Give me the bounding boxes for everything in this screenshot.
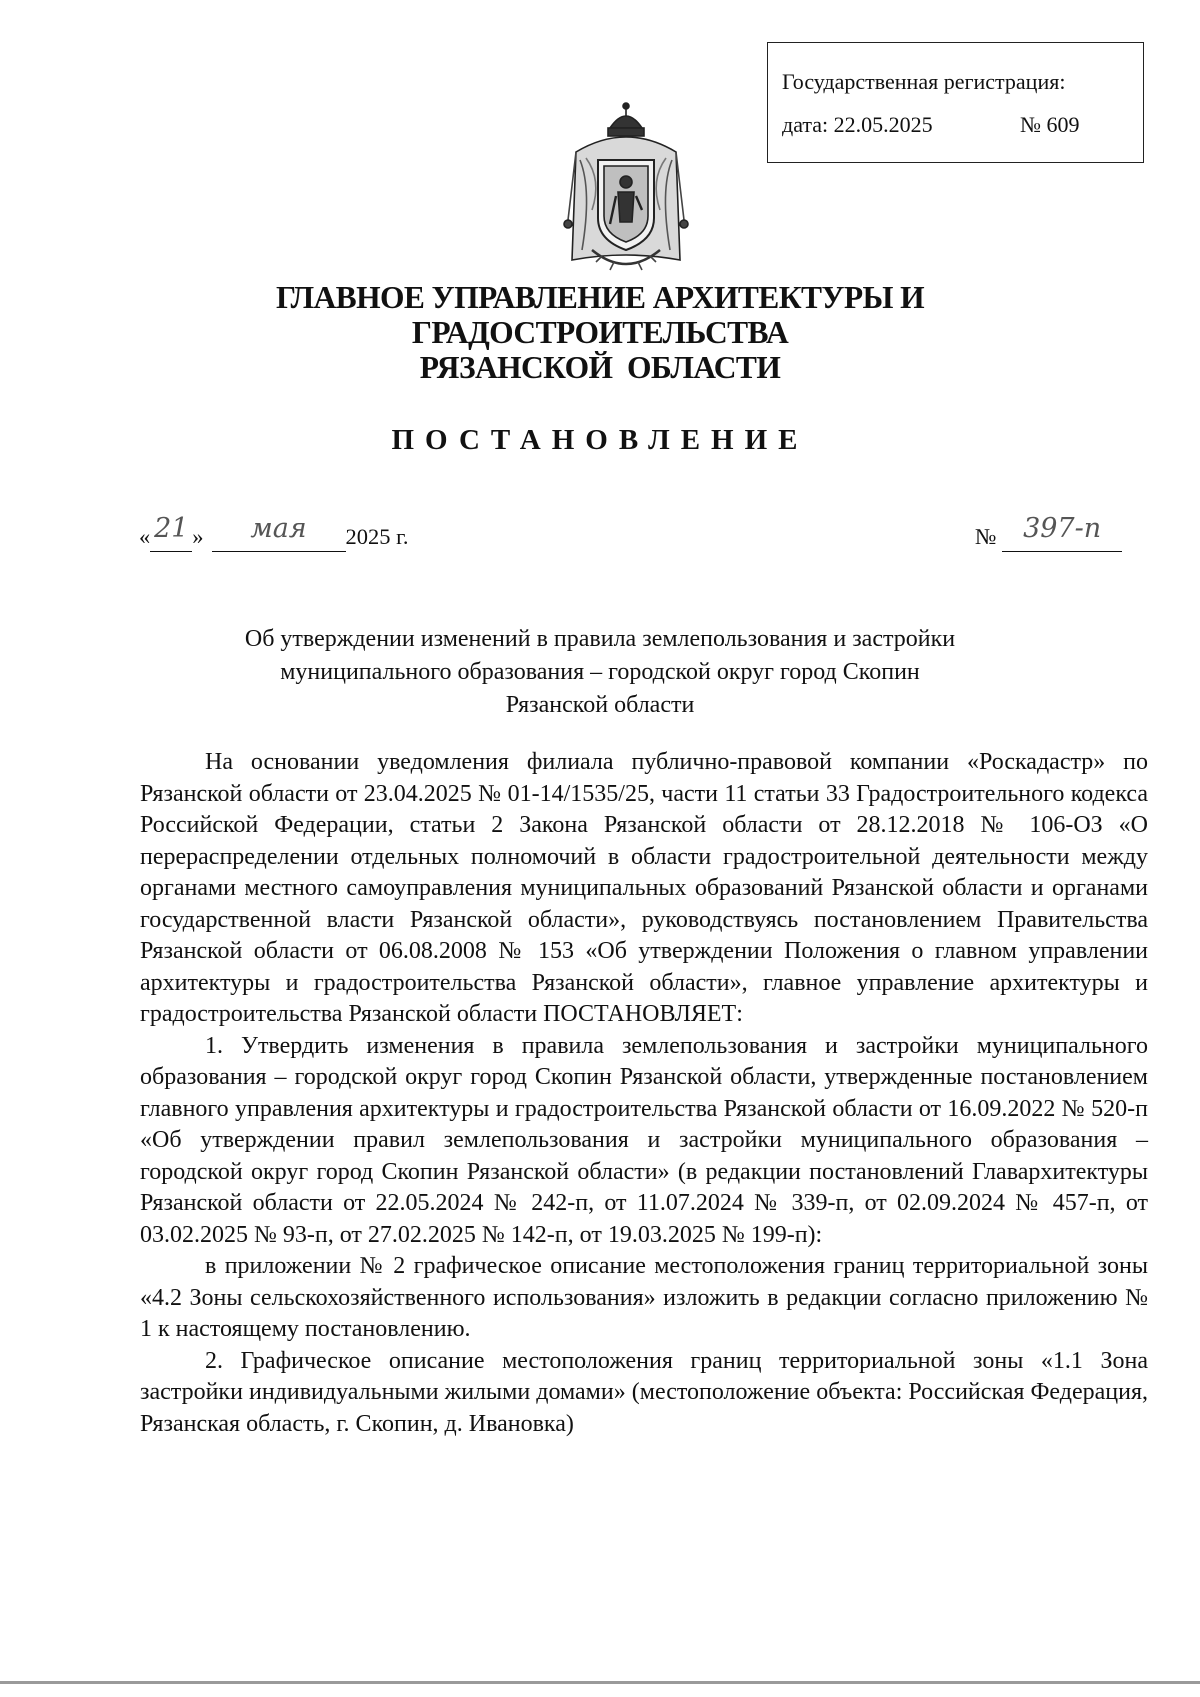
date-open-quote: «	[139, 524, 151, 549]
decree-number-prefix: №	[975, 524, 997, 549]
registration-number: № 609	[1020, 112, 1080, 137]
decree-number	[975, 513, 1122, 552]
date-month-handwritten: мая	[250, 513, 307, 544]
subject-line2: муниципального образования – городской округ город Скопин	[280, 659, 920, 685]
registration-stamp	[767, 42, 1144, 163]
body-paragraph-item1: 1. Утвердить изменения в правила землепользования и застройки муниципального образования – городской округ город Скопин Рязанской области, утвержденные постановлением главного управления архитектуры и градостроительства Рязанской области от 16.09.2022 № 520-п «Об утверждении правил землепользования и застройки муниципального образования – городской округ город Скопин Рязанской области» (в редакции постановлений Главархитектуры Рязанской области от 22.05.2024 № 242-п, от 11.07.2024 № 339-п, от 02.09.2024 № 457-п, от 03.02.2025 № 93-п, от 27.02.2025 № 142-п, от 19.03.2025 № 199-п):	[140, 1032, 1148, 1248]
document-type-title: ПОСТАНОВЛЕНИЕ	[391, 424, 809, 456]
organization-name-line1: ГЛАВНОЕ УПРАВЛЕНИЕ АРХИТЕКТУРЫ И ГРАДОСТРОИТЕЛЬСТВА	[275, 280, 925, 350]
body-paragraph-item2: 2. Графическое описание местоположения границ территориальной зоны «1.1 Зона застройки индивидуальными жилыми домами» (местоположение объекта: Российская Федерация, Рязанская область, г. Скопин, д. Ивановка)	[140, 1347, 1148, 1437]
organization-name	[100, 280, 1100, 385]
organization-name-line2: РЯЗАНСКОЙ ОБЛАСТИ	[419, 350, 781, 385]
subject-line3: Рязанской области	[505, 692, 695, 718]
decree-date	[139, 513, 409, 552]
decree-body	[140, 747, 1148, 1440]
body-paragraph-preamble: На основании уведомления филиала публично-правовой компании «Роскадастр» по Рязанской области от 23.04.2025 № 01-14/1535/25, части 11 статьи 33 Градостроительного кодекса Российской Федерации, статьи 2 Закона Рязанской области от 28.12.2018 № 106-ОЗ «О перераспределении отдельных полномочий в области градостроительной деятельности между органами местного самоуправления муниципальных образований Рязанской области и органами государственной власти Рязанской области», руководствуясь постановлением Правительства Рязанской области от 06.08.2008 № 153 «Об утверждении Положения о главном управлении архитектуры и градостроительства Рязанской области», главное управление архитектуры и градостроительства Рязанской области ПОСТАНОВЛЯЕТ:	[140, 749, 1148, 1027]
decree-number-handwritten: 397-п	[1023, 513, 1102, 544]
subject-line1: Об утверждении изменений в правила землепользования и застройки	[244, 626, 956, 652]
decree-subject	[150, 623, 1050, 722]
date-year: 2025 г.	[345, 524, 409, 549]
coat-of-arms-icon	[562, 100, 690, 280]
page-bottom-rule	[0, 1681, 1200, 1684]
decree-number-field	[1002, 513, 1122, 552]
date-day-field	[150, 513, 192, 552]
date-close-quote: »	[192, 524, 204, 549]
registration-title: Государственная регистрация:	[782, 69, 1066, 94]
date-month-field	[212, 513, 346, 552]
body-paragraph-appendix: в приложении № 2 графическое описание местоположения границ территориальной зоны «4.2 Зоны сельскохозяйственного использования» изложить в редакции согласно приложению № 1 к настоящему постановлению.	[140, 1253, 1148, 1342]
registration-date: дата: 22.05.2025	[782, 112, 933, 137]
date-day-handwritten: 21	[154, 513, 189, 544]
